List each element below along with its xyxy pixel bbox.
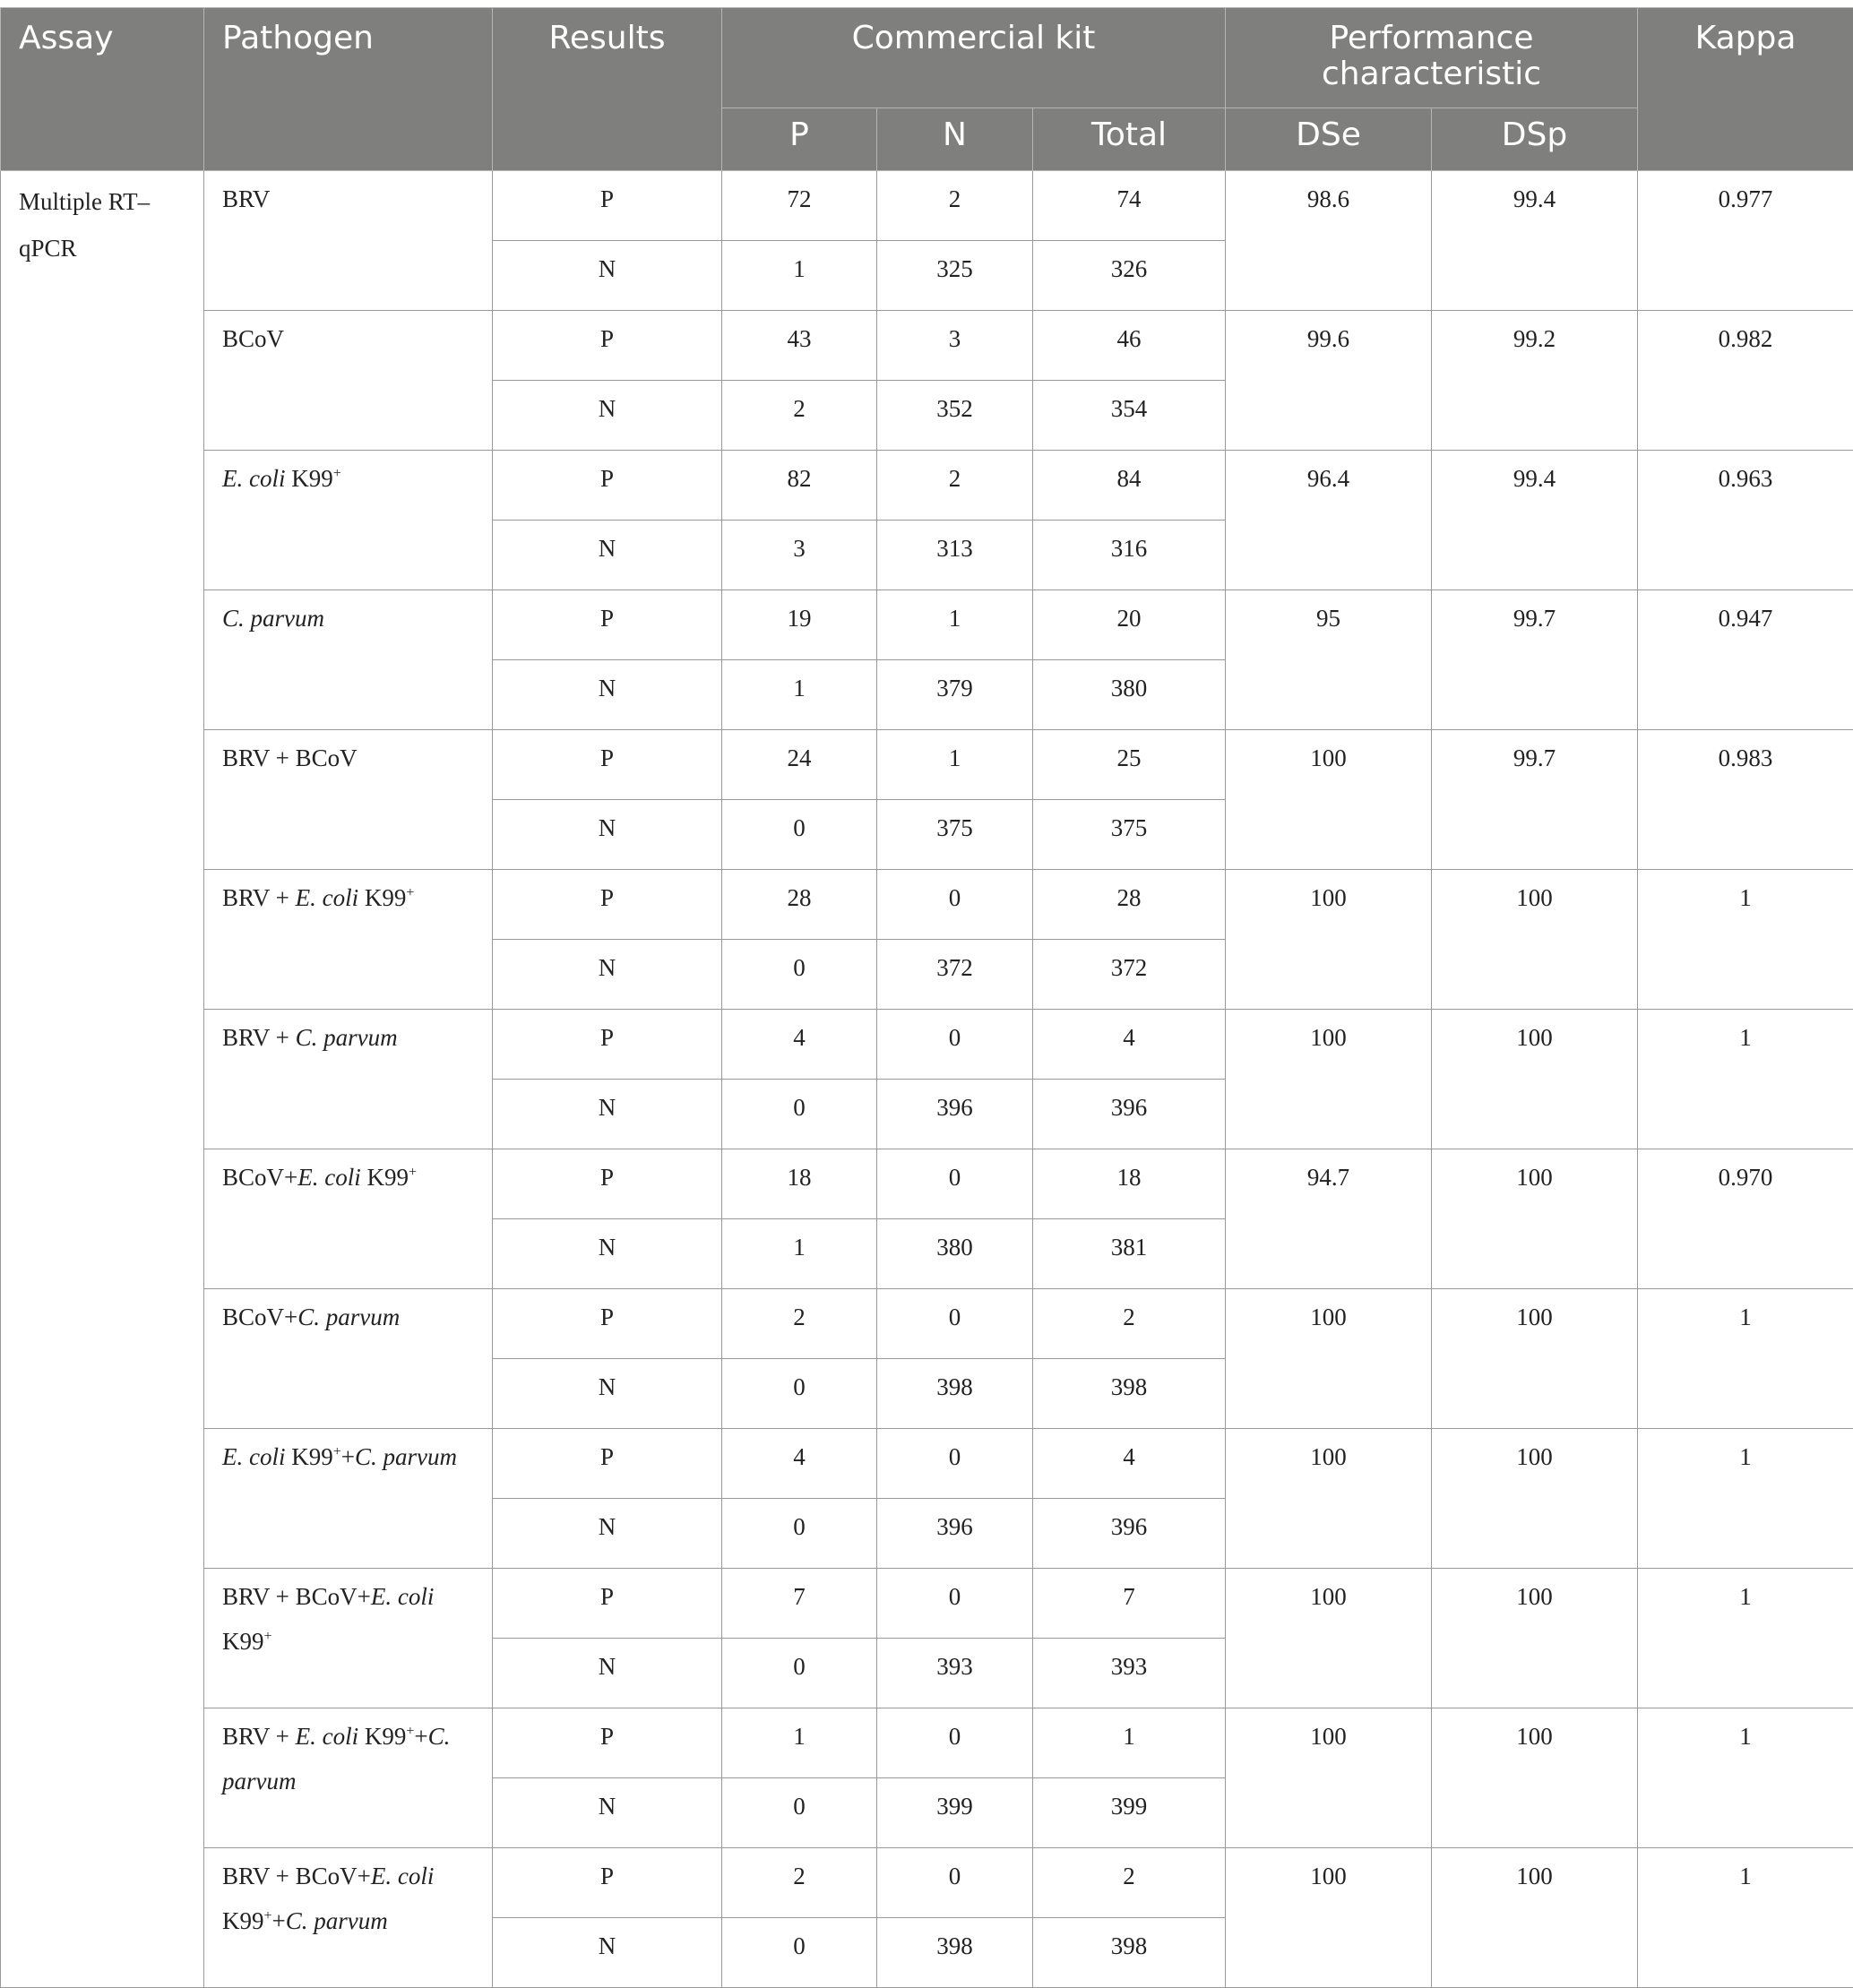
kit-p-cell: 72 — [722, 171, 877, 241]
result-cell: N — [493, 1499, 722, 1569]
kappa-cell: 0.983 — [1638, 730, 1853, 870]
kit-p-cell: 4 — [722, 1429, 877, 1499]
kit-n-cell: 352 — [877, 381, 1033, 451]
kit-total-cell: 2 — [1033, 1848, 1226, 1918]
kit-n-cell: 379 — [877, 660, 1033, 730]
kit-p-cell: 0 — [722, 940, 877, 1010]
result-cell: P — [493, 870, 722, 940]
dse-cell: 100 — [1226, 1289, 1432, 1429]
kit-p-cell: 2 — [722, 1848, 877, 1918]
pathogen-name-part: + — [409, 1165, 417, 1180]
dsp-cell: 99.4 — [1432, 171, 1638, 311]
dsp-cell: 100 — [1432, 1569, 1638, 1708]
pathogen-name-part: BCoV — [222, 325, 284, 352]
pathogen-name-part: K99 — [222, 1628, 264, 1655]
result-cell: P — [493, 1848, 722, 1918]
pathogen-cell — [204, 730, 493, 870]
dsp-cell: 100 — [1432, 1429, 1638, 1569]
dse-cell: 100 — [1226, 870, 1432, 1010]
kit-total-cell: 84 — [1033, 451, 1226, 521]
result-cell: P — [493, 590, 722, 660]
kit-p-cell: 2 — [722, 1289, 877, 1359]
kit-n-cell: 1 — [877, 590, 1033, 660]
pathogen-name-part: + — [272, 1907, 286, 1934]
results-table — [0, 7, 1853, 1988]
pathogen-name-part: K99 — [285, 1443, 332, 1470]
pathogen-name-part: K99 — [285, 465, 332, 492]
kit-total-cell: 372 — [1033, 940, 1226, 1010]
pathogen-name-part: E. coli — [371, 1583, 434, 1610]
kit-total-cell: 354 — [1033, 381, 1226, 451]
dsp-cell: 99.7 — [1432, 590, 1638, 730]
pathogen-name-part: BRV + — [222, 1024, 296, 1051]
result-cell: P — [493, 1010, 722, 1080]
table-row — [1, 1289, 1853, 1359]
kit-n-cell: 0 — [877, 1289, 1033, 1359]
pathogen-cell — [204, 590, 493, 730]
header-n: N — [877, 108, 1033, 171]
kit-n-cell: 0 — [877, 1429, 1033, 1499]
kit-p-cell: 18 — [722, 1149, 877, 1219]
table-row — [1, 1569, 1853, 1639]
pathogen-name-part: + — [406, 1724, 414, 1739]
kit-total-cell: 396 — [1033, 1080, 1226, 1149]
result-cell: P — [493, 730, 722, 800]
kit-n-cell: 398 — [877, 1359, 1033, 1429]
pathogen-name-part: C. parvum — [222, 1723, 450, 1794]
dsp-cell: 100 — [1432, 870, 1638, 1010]
pathogen-name-part: C. parvum — [297, 1304, 400, 1330]
assay-cell — [1, 171, 204, 1988]
pathogen-cell — [204, 1289, 493, 1429]
pathogen-name-part: C. parvum — [296, 1024, 398, 1051]
result-cell: N — [493, 381, 722, 451]
pathogen-name-part: E. coli — [296, 1723, 358, 1750]
kit-p-cell: 1 — [722, 241, 877, 311]
kit-total-cell: 399 — [1033, 1778, 1226, 1848]
dse-cell: 100 — [1226, 1569, 1432, 1708]
pathogen-name-part: E. coli — [222, 465, 285, 492]
kit-n-cell: 325 — [877, 241, 1033, 311]
kit-total-cell: 46 — [1033, 311, 1226, 381]
pathogen-name-part: BCoV+ — [222, 1164, 297, 1191]
table-row — [1, 1848, 1853, 1918]
kit-p-cell: 24 — [722, 730, 877, 800]
table-row — [1, 1010, 1853, 1080]
kit-p-cell: 1 — [722, 660, 877, 730]
table-row — [1, 1708, 1853, 1778]
kit-total-cell: 28 — [1033, 870, 1226, 940]
kit-p-cell: 1 — [722, 1708, 877, 1778]
pathogen-name-part: C. parvum — [222, 605, 324, 632]
dsp-cell: 100 — [1432, 1848, 1638, 1988]
kit-n-cell: 0 — [877, 1149, 1033, 1219]
result-cell: P — [493, 311, 722, 381]
header-p: P — [722, 108, 877, 171]
dse-cell: 100 — [1226, 1708, 1432, 1848]
assay-line1: Multiple RT– — [19, 188, 150, 215]
dse-cell: 94.7 — [1226, 1149, 1432, 1289]
dsp-cell: 99.2 — [1432, 311, 1638, 451]
dse-cell: 100 — [1226, 1429, 1432, 1569]
result-cell: P — [493, 1149, 722, 1219]
kit-p-cell: 1 — [722, 1219, 877, 1289]
header-kappa: Kappa — [1638, 8, 1853, 171]
result-cell: P — [493, 451, 722, 521]
result-cell: N — [493, 241, 722, 311]
pathogen-name-part: K99 — [222, 1907, 264, 1934]
result-cell: P — [493, 1429, 722, 1499]
pathogen-name-part: + — [333, 466, 341, 481]
kit-total-cell: 380 — [1033, 660, 1226, 730]
header-performance-line2: characteristic — [1322, 56, 1541, 92]
pathogen-cell — [204, 1708, 493, 1848]
kit-n-cell: 0 — [877, 1708, 1033, 1778]
pathogen-name-part: E. coli — [222, 1443, 285, 1470]
table-header — [1, 8, 1853, 171]
kit-n-cell: 372 — [877, 940, 1033, 1010]
kit-n-cell: 1 — [877, 730, 1033, 800]
kit-total-cell: 396 — [1033, 1499, 1226, 1569]
result-cell: N — [493, 521, 722, 590]
kit-total-cell: 398 — [1033, 1359, 1226, 1429]
result-cell: N — [493, 1639, 722, 1708]
pathogen-name-part: C. parvum — [286, 1907, 388, 1934]
dse-cell: 100 — [1226, 730, 1432, 870]
kappa-cell: 0.970 — [1638, 1149, 1853, 1289]
pathogen-name-part: K99 — [358, 884, 406, 911]
dsp-cell: 100 — [1432, 1010, 1638, 1149]
pathogen-cell — [204, 1569, 493, 1708]
header-results: Results — [493, 8, 722, 171]
result-cell: P — [493, 1289, 722, 1359]
kit-total-cell: 74 — [1033, 171, 1226, 241]
kit-p-cell: 3 — [722, 521, 877, 590]
kit-p-cell: 0 — [722, 1359, 877, 1429]
result-cell: N — [493, 1778, 722, 1848]
pathogen-name-part: BCoV+ — [222, 1304, 297, 1330]
result-cell: P — [493, 1569, 722, 1639]
result-cell: N — [493, 660, 722, 730]
kit-p-cell: 0 — [722, 1639, 877, 1708]
kit-total-cell: 4 — [1033, 1010, 1226, 1080]
pathogen-name-part: BRV + BCoV+ — [222, 1583, 371, 1610]
kit-total-cell: 398 — [1033, 1918, 1226, 1988]
pathogen-cell — [204, 1429, 493, 1569]
pathogen-name-part: E. coli — [296, 884, 358, 911]
table-body — [1, 171, 1853, 1988]
kit-n-cell: 2 — [877, 171, 1033, 241]
table-row — [1, 590, 1853, 660]
kit-total-cell: 25 — [1033, 730, 1226, 800]
kit-total-cell: 316 — [1033, 521, 1226, 590]
kit-p-cell: 0 — [722, 800, 877, 870]
kappa-cell: 1 — [1638, 1848, 1853, 1988]
kit-p-cell: 4 — [722, 1010, 877, 1080]
kit-p-cell: 0 — [722, 1918, 877, 1988]
kit-total-cell: 4 — [1033, 1429, 1226, 1499]
pathogen-name-part: BRV — [222, 185, 270, 212]
table-row — [1, 1149, 1853, 1219]
kit-total-cell: 381 — [1033, 1219, 1226, 1289]
pathogen-name-part: BRV + BCoV+ — [222, 1863, 371, 1889]
header-performance-line1: Performance — [1329, 20, 1533, 56]
pathogen-name-part: BRV + — [222, 1723, 296, 1750]
kit-total-cell: 375 — [1033, 800, 1226, 870]
kit-total-cell: 18 — [1033, 1149, 1226, 1219]
result-cell: N — [493, 800, 722, 870]
dsp-cell: 100 — [1432, 1289, 1638, 1429]
pathogen-name-part: + — [264, 1629, 272, 1644]
pathogen-cell — [204, 870, 493, 1010]
dse-cell: 99.6 — [1226, 311, 1432, 451]
kit-p-cell: 0 — [722, 1499, 877, 1569]
kit-n-cell: 399 — [877, 1778, 1033, 1848]
dse-cell: 96.4 — [1226, 451, 1432, 590]
header-dsp: DSp — [1432, 108, 1638, 171]
table-row — [1, 451, 1853, 521]
result-cell: N — [493, 1219, 722, 1289]
pathogen-name-part: K99 — [361, 1164, 409, 1191]
table-row — [1, 730, 1853, 800]
header-total: Total — [1033, 108, 1226, 171]
kit-n-cell: 0 — [877, 1569, 1033, 1639]
kit-p-cell: 82 — [722, 451, 877, 521]
kit-total-cell: 326 — [1033, 241, 1226, 311]
kappa-cell: 1 — [1638, 1289, 1853, 1429]
kit-total-cell: 2 — [1033, 1289, 1226, 1359]
header-dse: DSe — [1226, 108, 1432, 171]
header-pathogen: Pathogen — [204, 8, 493, 171]
pathogen-cell — [204, 451, 493, 590]
assay-line2: qPCR — [19, 235, 77, 262]
pathogen-cell — [204, 311, 493, 451]
kit-p-cell: 28 — [722, 870, 877, 940]
pathogen-name-part: + — [414, 1723, 427, 1750]
dse-cell: 98.6 — [1226, 171, 1432, 311]
pathogen-name-part: E. coli — [297, 1164, 360, 1191]
kappa-cell: 1 — [1638, 870, 1853, 1010]
kit-n-cell: 0 — [877, 1848, 1033, 1918]
kappa-cell: 0.982 — [1638, 311, 1853, 451]
kit-p-cell: 2 — [722, 381, 877, 451]
kit-total-cell: 1 — [1033, 1708, 1226, 1778]
pathogen-name-part: + — [264, 1908, 272, 1923]
kit-n-cell: 380 — [877, 1219, 1033, 1289]
kappa-cell: 1 — [1638, 1708, 1853, 1848]
pathogen-name-part: + — [406, 885, 414, 900]
pathogen-name-part: K99 — [358, 1723, 406, 1750]
pathogen-name-part: BRV + BCoV — [222, 744, 358, 771]
dsp-cell: 100 — [1432, 1708, 1638, 1848]
dse-cell: 100 — [1226, 1010, 1432, 1149]
result-cell: N — [493, 1080, 722, 1149]
pathogen-cell — [204, 1848, 493, 1988]
dse-cell: 100 — [1226, 1848, 1432, 1988]
kit-n-cell: 3 — [877, 311, 1033, 381]
result-cell: N — [493, 1359, 722, 1429]
result-cell: N — [493, 1918, 722, 1988]
results-table-container — [0, 7, 1853, 1988]
kit-n-cell: 0 — [877, 1010, 1033, 1080]
kit-total-cell: 393 — [1033, 1639, 1226, 1708]
pathogen-cell — [204, 1149, 493, 1289]
pathogen-cell — [204, 1010, 493, 1149]
kappa-cell: 0.977 — [1638, 171, 1853, 311]
header-assay: Assay — [1, 8, 204, 171]
result-cell: N — [493, 940, 722, 1010]
dsp-cell: 99.4 — [1432, 451, 1638, 590]
kit-p-cell: 0 — [722, 1080, 877, 1149]
kappa-cell: 1 — [1638, 1429, 1853, 1569]
table-row — [1, 1429, 1853, 1499]
kit-n-cell: 396 — [877, 1080, 1033, 1149]
table-row — [1, 311, 1853, 381]
kit-n-cell: 313 — [877, 521, 1033, 590]
table-row — [1, 171, 1853, 241]
kit-n-cell: 396 — [877, 1499, 1033, 1569]
kappa-cell: 0.947 — [1638, 590, 1853, 730]
pathogen-name-part: + — [333, 1444, 341, 1459]
header-commercial-kit: Commercial kit — [722, 8, 1226, 108]
kappa-cell: 0.963 — [1638, 451, 1853, 590]
result-cell: P — [493, 1708, 722, 1778]
kit-n-cell: 375 — [877, 800, 1033, 870]
pathogen-name-part: E. coli — [371, 1863, 434, 1889]
pathogen-name-part: BRV + — [222, 884, 296, 911]
kit-p-cell: 43 — [722, 311, 877, 381]
table-row — [1, 870, 1853, 940]
result-cell: P — [493, 171, 722, 241]
dsp-cell: 100 — [1432, 1149, 1638, 1289]
kappa-cell: 1 — [1638, 1010, 1853, 1149]
kappa-cell: 1 — [1638, 1569, 1853, 1708]
kit-n-cell: 398 — [877, 1918, 1033, 1988]
kit-n-cell: 393 — [877, 1639, 1033, 1708]
pathogen-name-part: + — [341, 1443, 355, 1470]
kit-p-cell: 7 — [722, 1569, 877, 1639]
kit-n-cell: 0 — [877, 870, 1033, 940]
kit-total-cell: 7 — [1033, 1569, 1226, 1639]
kit-p-cell: 0 — [722, 1778, 877, 1848]
kit-total-cell: 20 — [1033, 590, 1226, 660]
header-performance-characteristic — [1226, 8, 1638, 108]
dsp-cell: 99.7 — [1432, 730, 1638, 870]
kit-p-cell: 19 — [722, 590, 877, 660]
kit-n-cell: 2 — [877, 451, 1033, 521]
pathogen-name-part: C. parvum — [355, 1443, 457, 1470]
dse-cell: 95 — [1226, 590, 1432, 730]
pathogen-cell — [204, 171, 493, 311]
